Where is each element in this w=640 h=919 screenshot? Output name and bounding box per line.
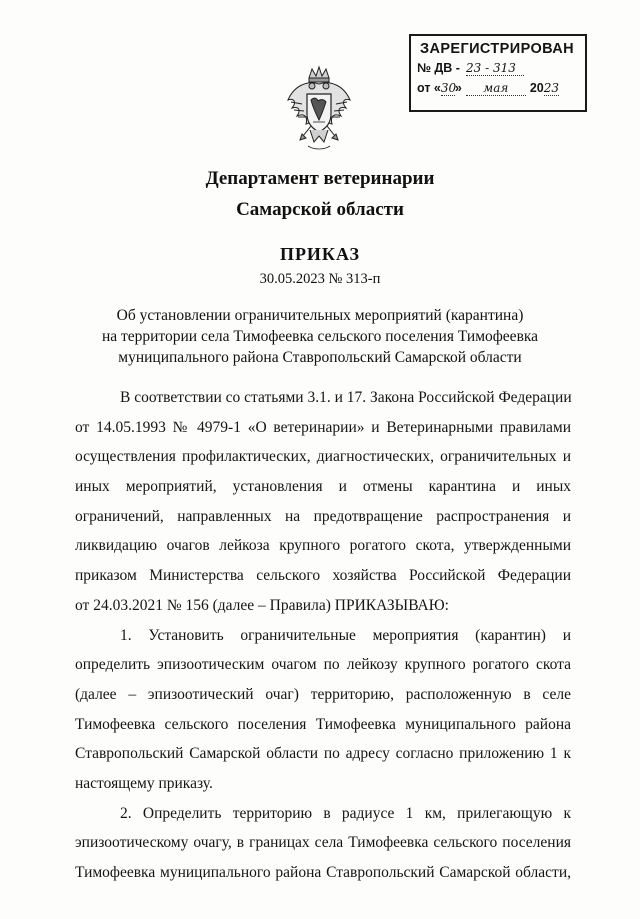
body-line: иных мероприятий, установления и отмены карантина и иных [75,478,571,496]
body-line: определить эпизоотическим очагом по лейкозу крупного рогатого скота [75,656,571,674]
stamp-date-month: мая [466,82,526,96]
body-line: приказом Министерства сельского хозяйства Российской Федерации [75,567,571,585]
body-line: 1. Установить ограничительные мероприятия (карантин) и [120,626,571,644]
stamp-number-value: 23 - 313 [466,62,524,76]
department-name-line2: Самарской области [236,199,404,220]
stamp-date-quote-close: » [454,81,462,95]
order-body [75,383,571,888]
body-line: осуществления профилактических, диагностических, ограничительных и [75,448,571,466]
body-line: 2. Определить территорию в радиусе 1 км, прилегающую к [120,804,571,822]
body-line: В соответствии со статьями 3.1. и 17. Закона Российской Федерации [120,389,572,406]
body-line: от 14.05.1993 № 4979-1 «О ветеринарии» и Ветеринарными правилами [75,418,571,436]
stamp-date-row [417,79,577,98]
body-line: Тимофеевка муниципального района Ставропольский Самарской области, [75,864,571,881]
order-subject [60,305,580,368]
stamp-date-year-suffix: 23 [543,81,560,95]
subject-line: на территории села Тимофеевка сельского поселения Тимофеевка [101,328,539,345]
subject-line: муниципального района Ставропольский Самарской области [118,349,522,366]
body-line: эпизоотическому очагу, в границах села Тимофеевка сельского поселения [75,834,571,852]
body-line: настоящему приказу. [75,774,213,792]
stamp-date-day: 30 [440,81,457,95]
order-title: ПРИКАЗ [279,244,361,264]
stamp-date-year-prefix: 20 [529,81,544,95]
body-line: ограничений, направленных на предотвращение распространения и [75,507,571,525]
coat-of-arms-icon [282,64,356,156]
subject-line: Об установлении ограничительных мероприятий (карантина) [116,307,524,324]
stamp-number-label: № ДВ - [417,61,460,75]
order-date-number: 30.05.2023 № 313-п [259,271,381,287]
body-line: ликвидацию очагов лейкоза крупного рогатого скота, утвержденными [75,537,571,555]
registration-stamp [409,34,587,112]
stamp-title: ЗАРЕГИСТРИРОВАН [419,41,575,57]
body-line: от 24.03.2021 № 156 (далее – Правила) ПРИКАЗЫВАЮ: [75,596,449,614]
body-line: Тимофеевка сельского поселения Тимофеевка муниципального района [75,715,571,733]
stamp-date-prefix: от « [417,81,441,95]
stamp-number-row [417,59,577,78]
body-line: Ставропольский Самарской области по адресу согласно приложению 1 к [75,745,571,763]
body-line: (далее – эпизоотический очаг) территорию, расположенную в селе [75,685,571,703]
department-name-line1: Департамент ветеринарии [205,168,435,189]
